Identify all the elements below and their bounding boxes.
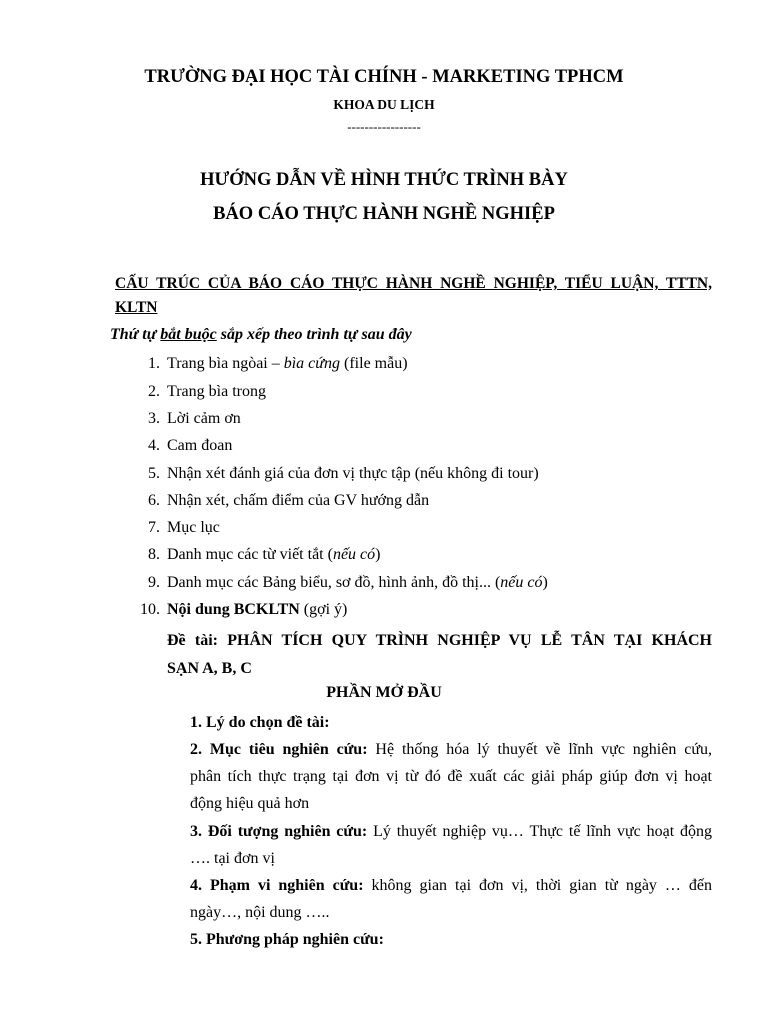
list-item-number: 5. bbox=[148, 465, 160, 482]
order-note-pre: Thứ tự bbox=[110, 326, 161, 343]
list-item-text: Nhận xét đánh giá của đơn vị thực tập (nếu không đi tour) bbox=[167, 465, 539, 482]
faculty-name: KHOA DU LỊCH bbox=[333, 97, 435, 112]
list-item-number: 3. bbox=[148, 410, 160, 427]
section-scope: 4. Phạm vi nghiên cứu: không gian tại đơn vị, thời gian từ ngày … đến ngày…, nội dung ….. bbox=[190, 877, 712, 921]
list-item-number: 6. bbox=[148, 492, 160, 509]
introduction-heading: PHẦN MỞ ĐẦU bbox=[326, 684, 442, 701]
document-title-line1: HƯỚNG DẪN VỀ HÌNH THỨC TRÌNH BÀY bbox=[200, 170, 568, 190]
structure-heading-line1: CẤU TRÚC CỦA BÁO CÁO THỰC HÀNH NGHỀ NGHIỆP, TIỂU LUẬN, TTTN, bbox=[115, 275, 712, 292]
section-label: 4. Phạm vi nghiên cứu: bbox=[190, 877, 364, 894]
school-name: TRƯỜNG ĐẠI HỌC TÀI CHÍNH - MARKETING TPHCM bbox=[144, 67, 624, 87]
list-item-text: Nội dung BCKLTN (gợi ý) bbox=[167, 601, 348, 618]
section-subjects: 3. Đối tượng nghiên cứu: Lý thuyết nghiệp vụ… Thực tế lĩnh vực hoạt động …. tại đơn vị bbox=[190, 823, 712, 867]
section-label: 2. Mục tiêu nghiên cứu: bbox=[190, 741, 368, 758]
list-item-text: Mục lục bbox=[167, 519, 220, 536]
document-title-line2: BÁO CÁO THỰC HÀNH NGHỀ NGHIỆP bbox=[213, 204, 555, 224]
section-label: 1. Lý do chọn đề tài: bbox=[190, 714, 330, 731]
topic-title bbox=[167, 627, 712, 683]
list-item-number: 1. bbox=[148, 355, 160, 372]
list-item-text: Cam đoan bbox=[167, 437, 233, 454]
list-item-text: Lời cảm ơn bbox=[167, 410, 241, 427]
section-label: 5. Phương pháp nghiên cứu: bbox=[190, 931, 384, 948]
structure-heading-line2: KLTN bbox=[115, 299, 158, 316]
list-item-text: Danh mục các Bảng biểu, sơ đồ, hình ảnh, đồ thị... (nếu có) bbox=[167, 574, 548, 591]
list-item-text: Trang bìa ngòai – bìa cứng (file mẫu) bbox=[167, 355, 408, 372]
section-objectives: 2. Mục tiêu nghiên cứu: Hệ thống hóa lý thuyết về lĩnh vực nghiên cứu, phân tích thực trạng tại đơn vị từ đó đề xuất các giải pháp giúp đơn vị hoạt động hiệu quả hơn bbox=[190, 741, 713, 812]
topic-title-line1: Đề tài: PHÂN TÍCH QUY TRÌNH NGHIỆP VỤ LỄ TÂN TẠI KHÁCH bbox=[167, 632, 712, 649]
list-item-text: Nhận xét, chấm điểm của GV hướng dẫn bbox=[167, 492, 430, 509]
list-item-number: 9. bbox=[148, 574, 160, 591]
structure-heading bbox=[115, 272, 712, 320]
list-item-number: 10. bbox=[140, 601, 160, 618]
order-note bbox=[110, 326, 412, 344]
order-note-emphasis: bắt buộc bbox=[160, 326, 217, 343]
order-note-post: sắp xếp theo trình tự sau đây bbox=[216, 326, 412, 343]
section-reason bbox=[190, 709, 712, 736]
list-item-number: 4. bbox=[148, 437, 160, 454]
section-methods bbox=[190, 926, 712, 953]
list-item-text: Trang bìa trong bbox=[167, 383, 266, 400]
list-item-text: Danh mục các từ viết tắt (nếu có) bbox=[167, 546, 381, 563]
header-divider: ----------------- bbox=[347, 119, 421, 134]
topic-title-line2: SẠN A, B, C bbox=[167, 660, 252, 677]
list-item-number: 7. bbox=[148, 519, 160, 536]
section-label: 3. Đối tượng nghiên cứu: bbox=[190, 823, 368, 840]
list-item-number: 8. bbox=[148, 546, 160, 563]
list-item-number: 2. bbox=[148, 383, 160, 400]
